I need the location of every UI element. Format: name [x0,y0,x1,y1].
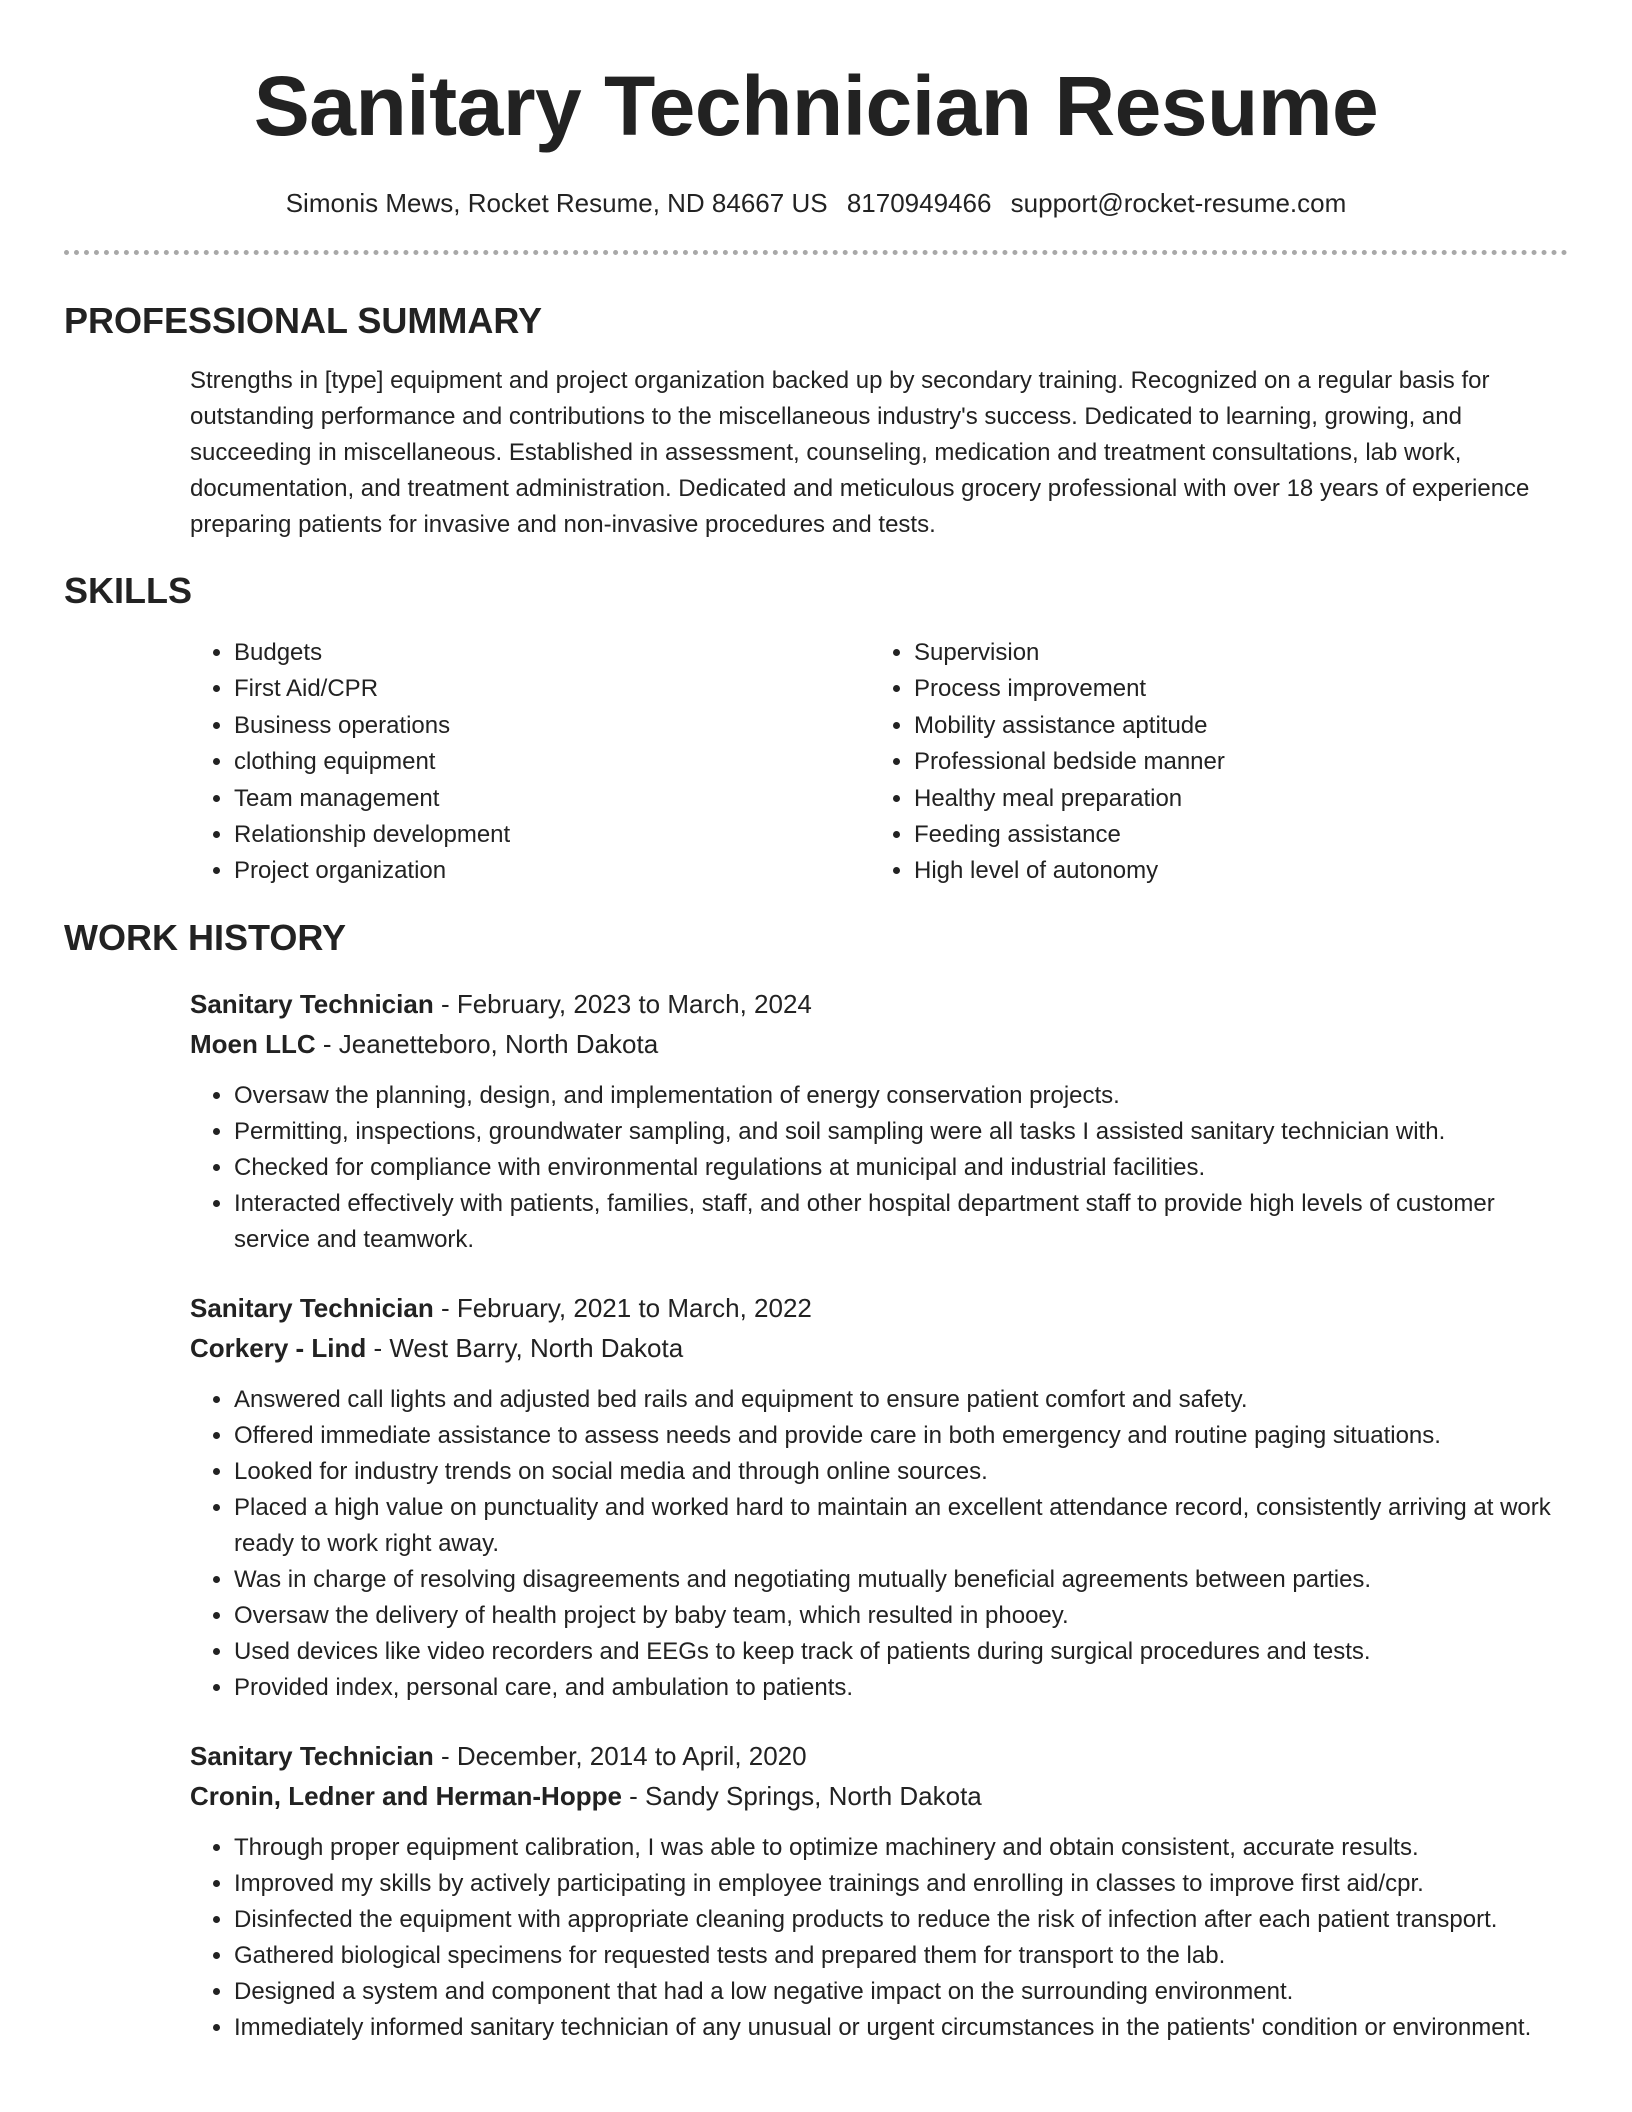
contact-line [64,186,1568,220]
job-bullet: • Gathered biological specimens for requested tests and prepared them for transport to the lab. [234,1938,1568,1974]
contact-email: support@rocket-resume.com [1010,188,1347,218]
job-entry [190,984,1568,1258]
skills-columns [190,635,1568,890]
job-entry [190,1288,1568,1706]
job-bullet: • Immediately informed sanitary technician of any unusual or urgent circumstances in the patients' condition or environment. [234,2010,1568,2046]
skill-item: • Healthy meal preparation [914,781,1550,817]
job-company-line [190,1328,1568,1368]
job-bullet: • Permitting, inspections, groundwater sampling, and soil sampling were all tasks I assisted sanitary technician with. [234,1114,1568,1150]
skill-item: • Team management [234,781,870,817]
job-bullet: • Oversaw the delivery of health project by baby team, which resulted in phooey. [234,1598,1568,1634]
job-bullets [190,1382,1568,1706]
skill-item: • Process improvement [914,671,1550,707]
job-company: Cronin, Ledner and Herman-Hoppe [190,1780,622,1811]
job-title-line [190,1736,1568,1776]
contact-phone: 8170949466 [846,188,992,218]
job-bullet: • Looked for industry trends on social media and through online sources. [234,1454,1568,1490]
skills-heading: SKILLS [64,570,193,611]
skill-item: • Supervision [914,635,1550,671]
job-title: Sanitary Technician [190,1292,434,1323]
job-bullet: • Through proper equipment calibration, I was able to optimize machinery and obtain consistent, accurate results. [234,1830,1568,1866]
skill-item: • Budgets [234,635,870,671]
skill-item: • Mobility assistance aptitude [914,708,1550,744]
job-company-line [190,1776,1568,1816]
skill-item: • High level of autonomy [914,853,1550,889]
job-bullet: • Interacted effectively with patients, families, staff, and other hospital department staff to provide high levels of customer service and teamwork. [234,1186,1568,1258]
work-history-heading: WORK HISTORY [64,916,347,958]
resume-title: Sanitary Technician Resume [253,59,1379,153]
job-bullet: • Checked for compliance with environmental regulations at municipal and industrial facilities. [234,1150,1568,1186]
resume-page [64,0,1568,2046]
job-bullet: • Used devices like video recorders and EEGs to keep track of patients during surgical procedures and tests. [234,1634,1568,1670]
job-bullet: • Disinfected the equipment with appropriate cleaning products to reduce the risk of infection after each patient transport. [234,1902,1568,1938]
summary-text: Strengths in [type] equipment and project organization backed up by secondary training. Recognized on a regular basis for outstanding performance and contributions to the miscellaneous industry's success. Dedicated to learning, growing, and succeeding in miscellaneous. Established in assessment, counseling, medication and treatment consultations, lab work, documentation, and treatment administration. Dedicated and meticulous grocery professional with over 18 years of experience preparing patients for invasive and non-invasive procedures and tests. [190,367,1530,538]
job-company: Corkery - Lind [190,1332,367,1363]
skill-item: • Relationship development [234,817,870,853]
job-bullet: • Answered call lights and adjusted bed rails and equipment to ensure patient comfort and safety. [234,1382,1568,1418]
skill-item: • Professional bedside manner [914,744,1550,780]
skill-item: • Project organization [234,853,870,889]
job-entry [190,1736,1568,2046]
job-bullets [190,1078,1568,1258]
job-title-line [190,984,1568,1024]
job-location: - Sandy Springs, North Dakota [621,1780,982,1811]
skill-item: • First Aid/CPR [234,671,870,707]
job-dates: - December, 2014 to April, 2020 [433,1740,807,1771]
job-bullet: • Designed a system and component that had a low negative impact on the surrounding environment. [234,1974,1568,2010]
job-company-line [190,1024,1568,1064]
job-bullets [190,1830,1568,2046]
summary-heading: PROFESSIONAL SUMMARY [64,300,543,341]
job-location: - Jeanetteboro, North Dakota [315,1028,659,1059]
contact-address: Simonis Mews, Rocket Resume, ND 84667 US [285,188,828,218]
job-title: Sanitary Technician [190,988,434,1019]
job-dates: - February, 2021 to March, 2022 [433,1292,812,1323]
header-divider [64,250,1568,255]
skill-item: • Feeding assistance [914,817,1550,853]
skills-list-left [190,635,870,890]
skills-list-right [870,635,1550,890]
job-title-line [190,1288,1568,1328]
job-bullet: • Was in charge of resolving disagreements and negotiating mutually beneficial agreements between parties. [234,1562,1568,1598]
job-dates: - February, 2023 to March, 2024 [433,988,812,1019]
job-location: - West Barry, North Dakota [366,1332,684,1363]
job-bullet: • Oversaw the planning, design, and implementation of energy conservation projects. [234,1078,1568,1114]
skill-item: • Business operations [234,708,870,744]
job-bullet: • Offered immediate assistance to assess needs and provide care in both emergency and routine paging situations. [234,1418,1568,1454]
job-bullet: • Improved my skills by actively participating in employee trainings and enrolling in classes to improve first aid/cpr. [234,1866,1568,1902]
job-company: Moen LLC [190,1028,316,1059]
skill-item: • clothing equipment [234,744,870,780]
job-bullet: • Placed a high value on punctuality and worked hard to maintain an excellent attendance record, consistently arriving at work ready to work right away. [234,1490,1568,1562]
job-title: Sanitary Technician [190,1740,434,1771]
job-bullet: • Provided index, personal care, and ambulation to patients. [234,1670,1568,1706]
